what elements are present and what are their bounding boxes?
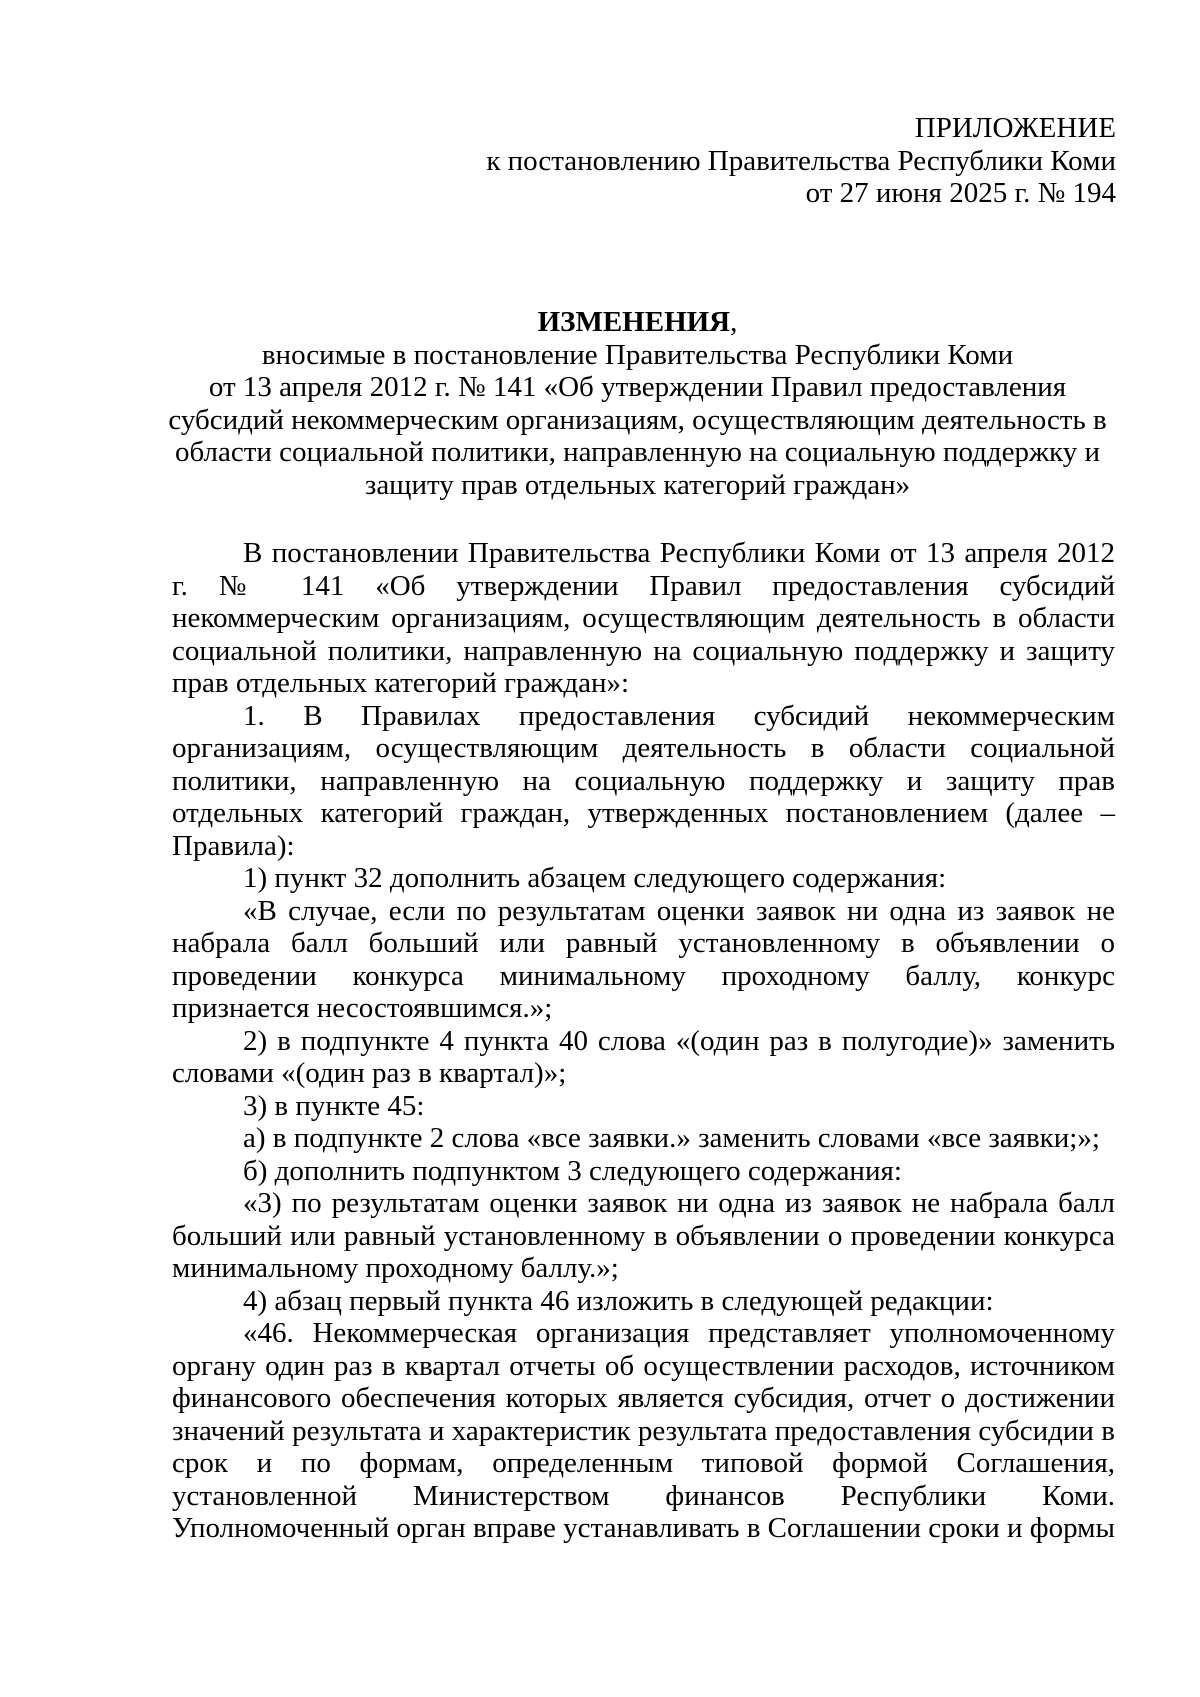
body-paragraph: «46. Некоммерческая организация представляет уполномоченному органу один раз в квартал отчеты об осуществлении расходов, источником финансового обеспечения которых является субсидия, отчет о достижении значений результата и характеристик результата предоставления субсидии в срок и по формам, определенным типовой формой Соглашения, установленной Министерством финансов Республики Коми. Уполномоченный орган вправе устанавливать в Соглашении сроки и формы bbox=[172, 1317, 1115, 1544]
body-paragraph: «3) по результатам оценки заявок ни одна из заявок не набрала балл больший или равный установленному в объявлении о проведении конкурса минимальному проходному баллу.»; bbox=[172, 1187, 1115, 1284]
body-paragraph: а) в подпункте 2 слова «все заявки.» заменить словами «все заявки;»; bbox=[243, 1122, 1100, 1154]
subtitle-line: области социальной политики, направленную на социальную поддержку и bbox=[174, 436, 1100, 468]
body-paragraph: «В случае, если по результатам оценки заявок ни одна из заявок не набрала балл больший или равный установленному в объявлении о проведении конкурса минимальному проходному баллу, конкурс признается несостоявшимся.»; bbox=[172, 894, 1115, 1024]
document-body bbox=[172, 537, 1115, 1545]
subtitle-line: от 13 апреля 2012 г. № 141 «Об утверждении Правил предоставления bbox=[208, 371, 1067, 403]
appendix-date-number: от 27 июня 2025 г. № 194 bbox=[805, 177, 1116, 209]
subtitle-line: субсидий некоммерческим организациям, осуществляющим деятельность в bbox=[168, 403, 1107, 436]
body-paragraph: 3) в пункте 45: bbox=[243, 1089, 425, 1122]
document-title-block bbox=[160, 306, 1115, 501]
appendix-reference: к постановлению Правительства Республики Коми bbox=[486, 144, 1116, 177]
subtitle-line: защиту прав отдельных категорий граждан» bbox=[364, 468, 911, 501]
body-paragraph: 1. В Правилах предоставления субсидий некоммерческим организациям, осуществляющим деятельность в области социальной политики, направленную на социальную поддержку и защиту прав отдельных категорий граждан, утвержденных постановлением (далее – Правила): bbox=[172, 699, 1115, 862]
body-paragraph: 4) абзац первый пункта 46 изложить в следующей редакции: bbox=[243, 1284, 994, 1317]
subtitle-line: вносимые в постановление Правительства Республики Коми bbox=[261, 338, 1014, 371]
heading-comma: , bbox=[730, 306, 738, 338]
body-paragraph: В постановлении Правительства Республики Коми от 13 апреля 2012 г. № 141 «Об утверждении Правил предоставления субсидий некоммерческим организациям, осуществляющим деятельность в области социальной политики, направленную на социальную поддержку и защиту прав отдельных категорий граждан»: bbox=[172, 537, 1115, 699]
heading-title: ИЗМЕНЕНИЯ bbox=[537, 306, 731, 338]
appendix-title: ПРИЛОЖЕНИЕ bbox=[914, 112, 1116, 144]
document-heading bbox=[160, 306, 1115, 339]
body-paragraph: б) дополнить подпунктом 3 следующего содержания: bbox=[243, 1154, 902, 1187]
body-paragraph: 1) пункт 32 дополнить абзацем следующего содержания: bbox=[243, 862, 947, 894]
body-paragraph: 2) в подпункте 4 пункта 40 слова «(один раз в полугодие)» заменить словами «(один раз в квартал)»; bbox=[172, 1024, 1115, 1089]
appendix-block bbox=[396, 112, 1116, 210]
